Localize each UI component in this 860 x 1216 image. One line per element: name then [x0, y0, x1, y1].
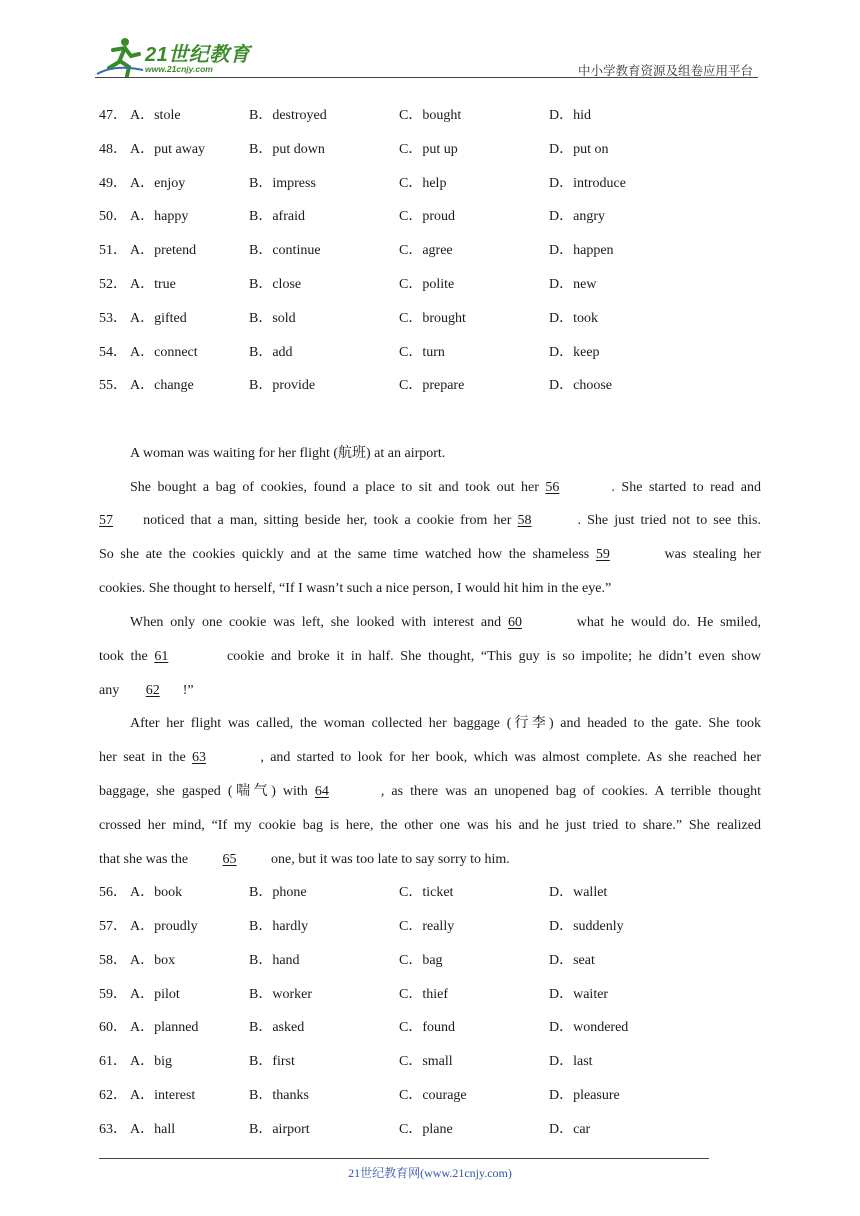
option-b: B．phone [249, 885, 307, 900]
option-a: A．interest [130, 1088, 196, 1103]
passage-line: that she was the 65 one, but it was too late to say sorry to him. [99, 850, 761, 870]
option-c: C．help [399, 176, 447, 191]
question-number: 54． [99, 345, 127, 360]
option-c: C．bought [399, 108, 462, 123]
option-d: D．car [549, 1122, 591, 1137]
option-c: C．polite [399, 277, 455, 292]
passage-line: She bought a bag of cookies, found a place to sit and took out her 56 . She started to read and [99, 478, 761, 498]
option-d: D．last [549, 1054, 593, 1069]
option-b: B．continue [249, 243, 321, 258]
option-d: D．hid [549, 108, 591, 123]
question-number: 53． [99, 311, 127, 326]
answer-blank: 61 [154, 649, 169, 664]
option-b: B．impress [249, 176, 316, 191]
option-c: C．put up [399, 142, 458, 157]
option-a: A．connect [130, 345, 198, 360]
passage-line: After her flight was called, the woman collected her baggage (行李) and headed to the gate. She took [130, 716, 761, 731]
option-c: C．brought [399, 311, 466, 326]
passage-line: baggage, she gasped (喘气) with 64 , as there was an unopened bag of cookies. A terrible thought [99, 782, 761, 802]
passage-line: cookies. She thought to herself, “If I wasn’t such a nice person, I would hit him in the eye.” [99, 581, 612, 596]
header-slogan: 中小学教育资源及组卷应用平台 [577, 64, 753, 78]
option-b: B．provide [249, 378, 316, 393]
site-logo [95, 34, 265, 78]
answer-blank: 63 [192, 750, 207, 765]
option-a: A．hall [130, 1122, 176, 1137]
option-b: B．first [249, 1054, 295, 1069]
option-a: A．proudly [130, 919, 198, 934]
question-number: 49． [99, 176, 127, 191]
answer-blank: 60 [507, 615, 522, 630]
option-d: D．took [549, 311, 598, 326]
option-b: B．sold [249, 311, 296, 326]
option-b: B．destroyed [249, 108, 327, 123]
question-number: 48． [99, 142, 127, 157]
logo-url: www.21cnjy.com [145, 64, 213, 74]
option-b: B．hand [249, 953, 300, 968]
question-number: 47． [99, 108, 127, 123]
question-number: 59． [99, 987, 127, 1002]
passage-line: A woman was waiting for her flight (航班) at an airport. [130, 446, 446, 461]
answer-blank: 64 [314, 784, 329, 799]
option-b: B．worker [249, 987, 312, 1002]
answer-blank: 59 [595, 547, 610, 562]
option-b: B．add [249, 345, 293, 360]
passage-line: crossed her mind, “If my cookie bag is here, the other one was his and he just tried to share.” She realized [99, 818, 761, 833]
option-d: D．happen [549, 243, 614, 258]
option-a: A．change [130, 378, 194, 393]
passage-line: When only one cookie was left, she looked with interest and 60 what he would do. He smiled, [99, 613, 761, 633]
option-c: C．courage [399, 1088, 467, 1103]
option-a: A．stole [130, 108, 181, 123]
passage-line: 57 noticed that a man, sitting beside her, took a cookie from her 58 . She just tried not to see this. [99, 511, 761, 531]
option-a: A．enjoy [130, 176, 186, 191]
option-d: D．suddenly [549, 919, 624, 934]
option-d: D．introduce [549, 176, 626, 191]
answer-blank: 62 [145, 683, 160, 698]
option-b: B．thanks [249, 1088, 309, 1103]
question-number: 55． [99, 378, 127, 393]
passage-line: her seat in the 63 , and started to look for her book, which was almost complete. As she reached her [99, 748, 761, 768]
option-c: C．plane [399, 1122, 453, 1137]
option-a: A．happy [130, 209, 189, 224]
question-number: 63． [99, 1122, 127, 1137]
answer-blank: 57 [99, 513, 113, 528]
option-c: C．bag [399, 953, 443, 968]
page-header [95, 34, 758, 78]
question-number: 50． [99, 209, 127, 224]
question-number: 52． [99, 277, 127, 292]
option-c: C．small [399, 1054, 453, 1069]
passage-line: took the 61 cookie and broke it in half. She thought, “This guy is so impolite; he didn’t even show [99, 647, 761, 667]
logo-text: 21世纪教育 [145, 44, 251, 66]
option-c: C．turn [399, 345, 445, 360]
answer-blank: 56 [545, 480, 560, 495]
option-a: A．box [130, 953, 176, 968]
footer-link[interactable]: 21世纪教育网(www.21cnjy.com) [348, 1166, 512, 1180]
passage-line: So she ate the cookies quickly and at the same time watched how the shameless 59 was stealing her [99, 545, 761, 565]
option-c: C．agree [399, 243, 453, 258]
header-divider [95, 77, 758, 78]
option-a: A．pretend [130, 243, 197, 258]
option-b: B．asked [249, 1020, 305, 1035]
option-a: A．put away [130, 142, 206, 157]
option-d: D．waiter [549, 987, 609, 1002]
option-d: D．angry [549, 209, 605, 224]
option-a: A．book [130, 885, 183, 900]
option-a: A．gifted [130, 311, 187, 326]
option-c: C．proud [399, 209, 455, 224]
option-a: A．planned [130, 1020, 199, 1035]
option-b: B．airport [249, 1122, 310, 1137]
question-number: 61． [99, 1054, 127, 1069]
option-b: B．hardly [249, 919, 309, 934]
question-number: 60． [99, 1020, 127, 1035]
runner-logo-icon [95, 34, 145, 78]
option-d: D．pleasure [549, 1088, 620, 1103]
option-a: A．pilot [130, 987, 180, 1002]
option-c: C．ticket [399, 885, 454, 900]
option-b: B．put down [249, 142, 325, 157]
option-c: C．found [399, 1020, 455, 1035]
answer-blank: 58 [517, 513, 532, 528]
option-d: D．wallet [549, 885, 608, 900]
option-d: D．wondered [549, 1020, 629, 1035]
question-number: 62． [99, 1088, 127, 1103]
option-a: A．big [130, 1054, 172, 1069]
footer-divider [99, 1158, 709, 1159]
option-b: B．close [249, 277, 302, 292]
question-number: 58． [99, 953, 127, 968]
option-c: C．really [399, 919, 455, 934]
option-c: C．thief [399, 987, 448, 1002]
answer-blank: 65 [222, 852, 237, 867]
option-d: D．seat [549, 953, 595, 968]
option-d: D．choose [549, 378, 612, 393]
option-d: D．keep [549, 345, 600, 360]
option-c: C．prepare [399, 378, 465, 393]
option-d: D．put on [549, 142, 609, 157]
question-number: 57． [99, 919, 127, 934]
question-number: 51． [99, 243, 127, 258]
question-number: 56． [99, 885, 127, 900]
option-b: B．afraid [249, 209, 305, 224]
option-a: A．true [130, 277, 176, 292]
passage-line: any 62 !” [99, 681, 761, 701]
option-d: D．new [549, 277, 597, 292]
